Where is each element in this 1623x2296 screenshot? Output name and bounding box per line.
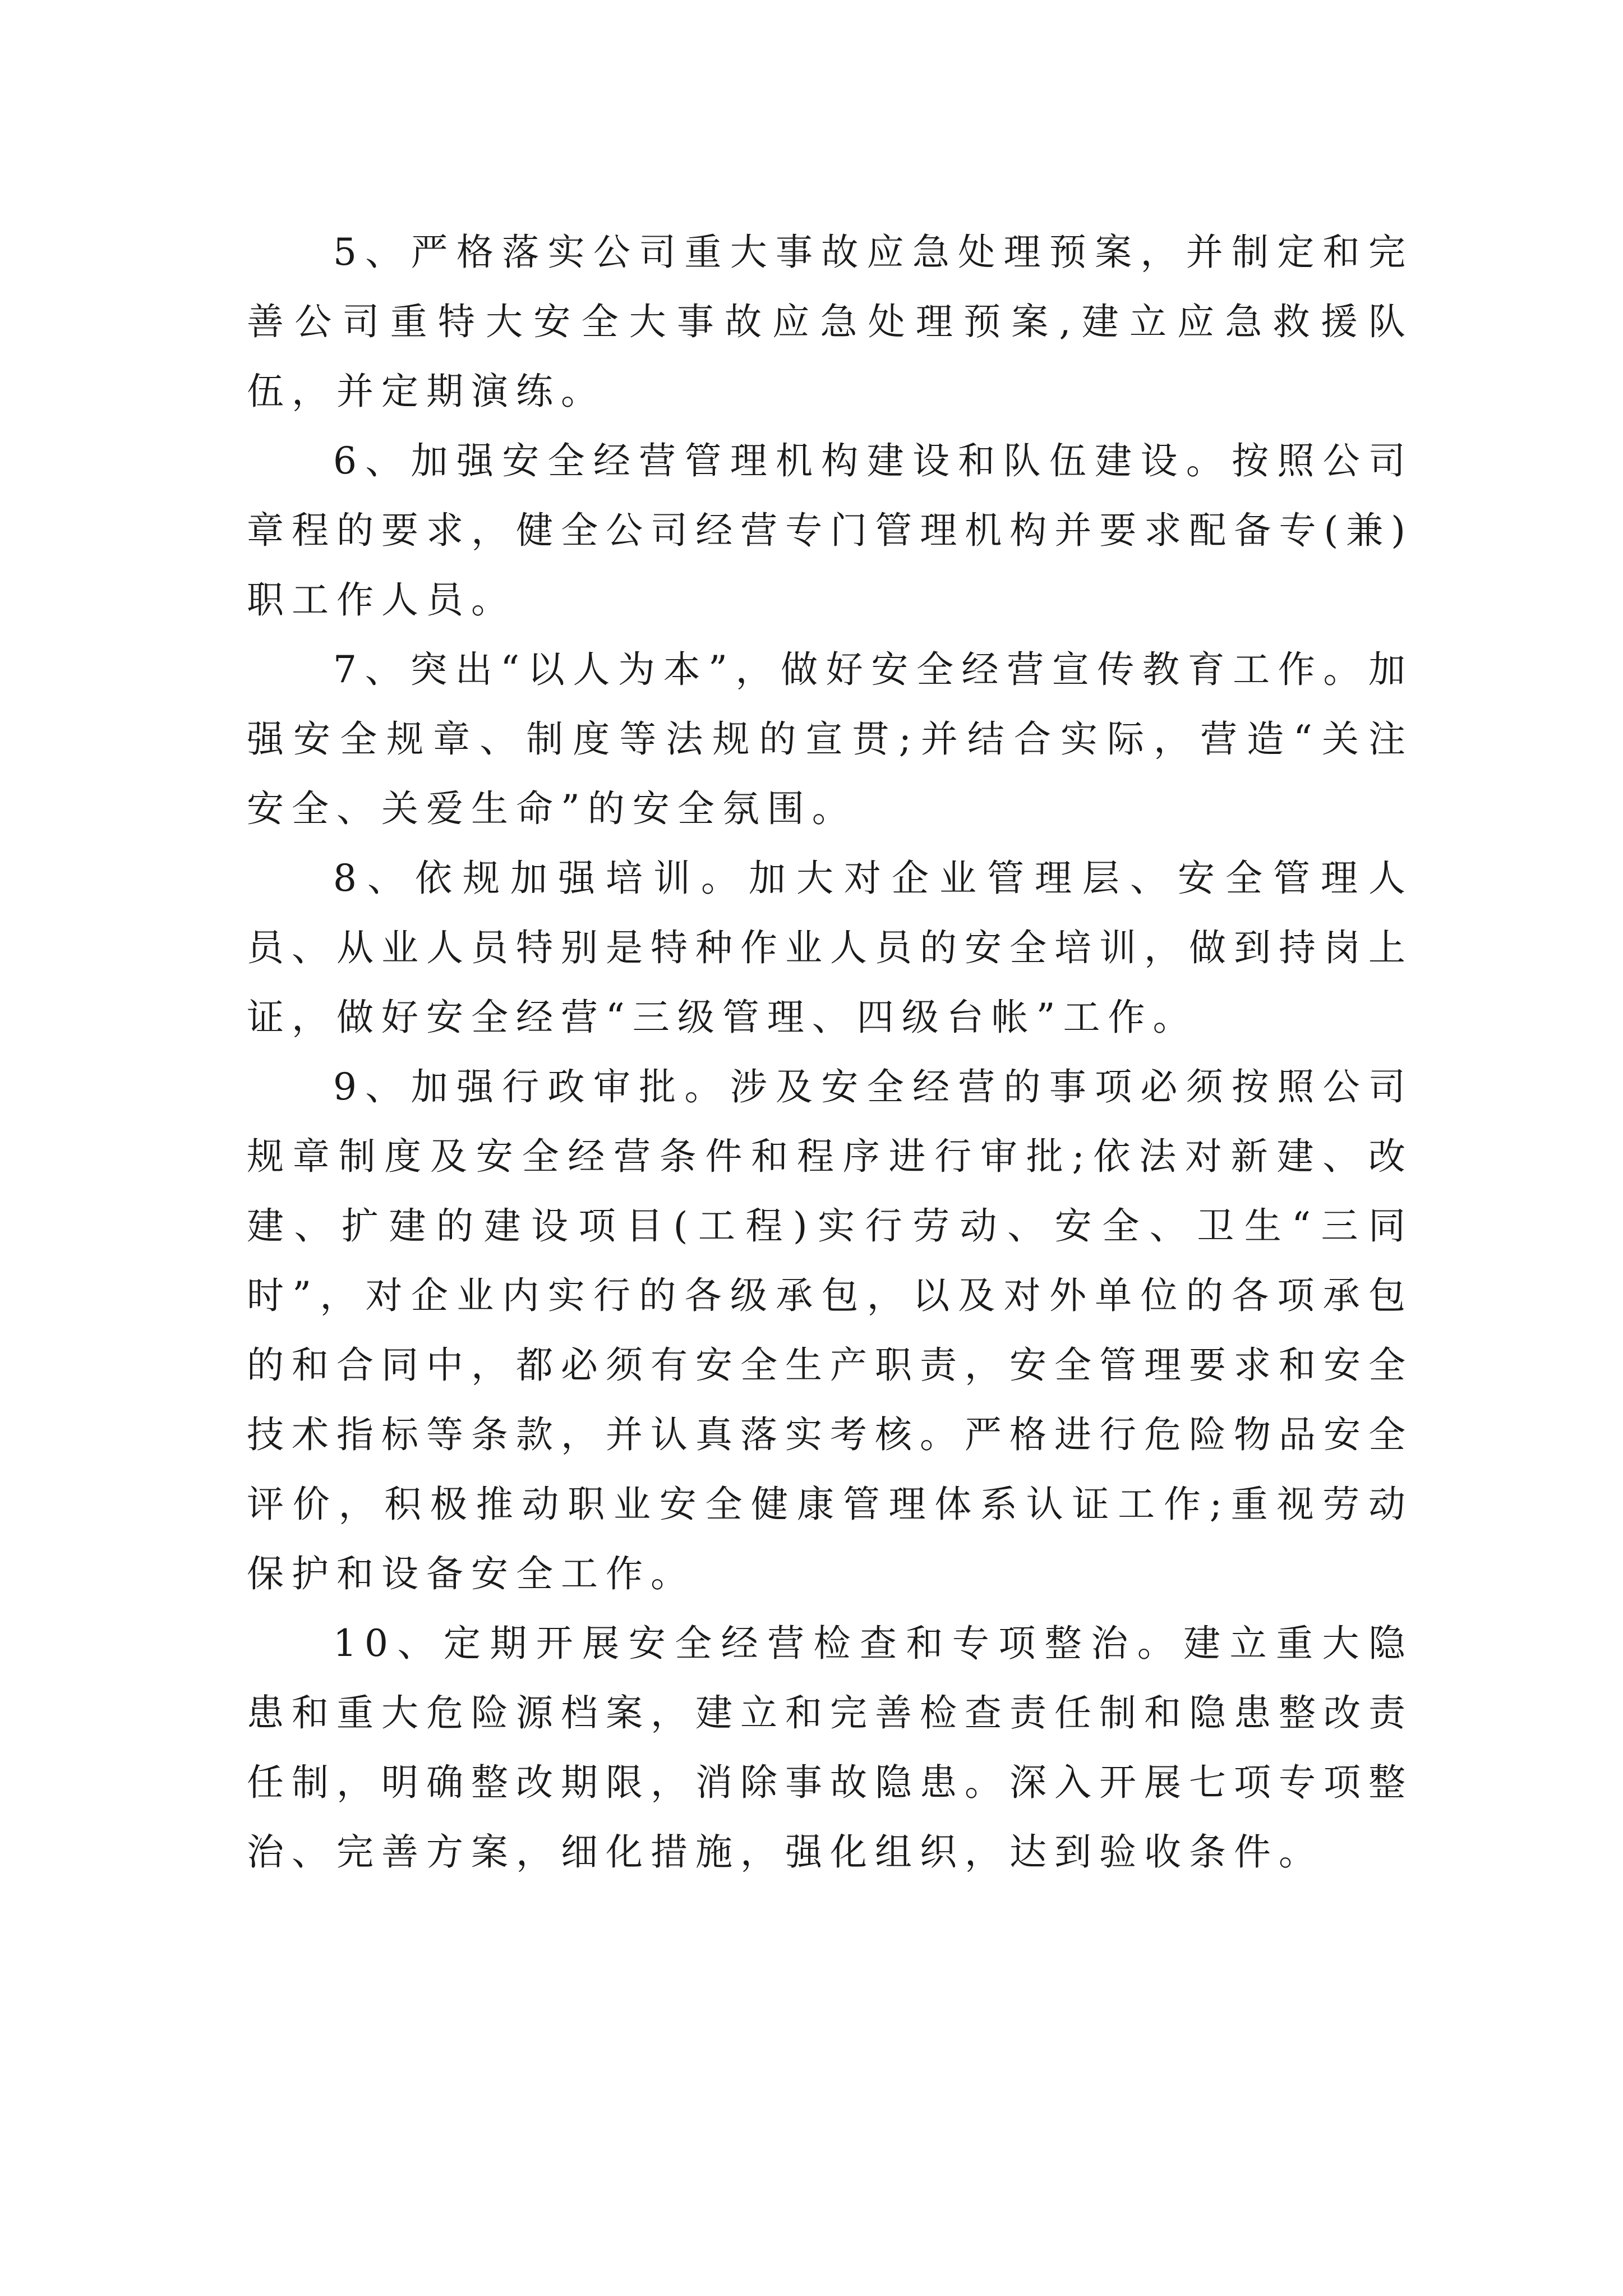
paragraph-item-8: 8、依规加强培训。加大对企业管理层、安全管理人员、从业人员特别是特种作业人员的安全培训，做到持岗上证，做好安全经营“三级管理、四级台帐”工作。 [247,857,1413,1039]
paragraph-item-10: 10、定期开展安全经营检查和专项整治。建立重大隐患和重大危险源档案，建立和完善检查责任制和隐患整改责任制，明确整改期限，消除事故隐患。深入开展七项专项整治、完善方案，细化措施，强化组织，达到验收条件。 [247,1622,1413,1874]
paragraph-item-6: 6、加强安全经营管理机构建设和队伍建设。按照公司章程的要求，健全公司经营专门管理机构并要求配备专(兼)职工作人员。 [247,439,1413,622]
paragraph-item-5: 5、严格落实公司重大事故应急处理预案，并制定和完善公司重特大安全大事故应急处理预案,建立应急救援队伍，并定期演练。 [247,231,1413,413]
paragraph-item-7: 7、突出“以人为本”，做好安全经营宣传教育工作。加强安全规章、制度等法规的宣贯;并结合实际，营造“关注安全、关爱生命”的安全氛围。 [247,648,1413,830]
document-body [247,218,1413,1887]
paragraph-item-9: 9、加强行政审批。涉及安全经营的事项必须按照公司规章制度及安全经营条件和程序进行审批;依法对新建、改建、扩建的建设项目(工程)实行劳动、安全、卫生“三同时”，对企业内实行的各级承包，以及对外单位的各项承包的和合同中，都必须有安全生产职责，安全管理要求和安全技术指标等条款，并认真落实考核。严格进行危险物品安全评价，积极推动职业安全健康管理体系认证工作;重视劳动保护和设备安全工作。 [247,1065,1413,1595]
